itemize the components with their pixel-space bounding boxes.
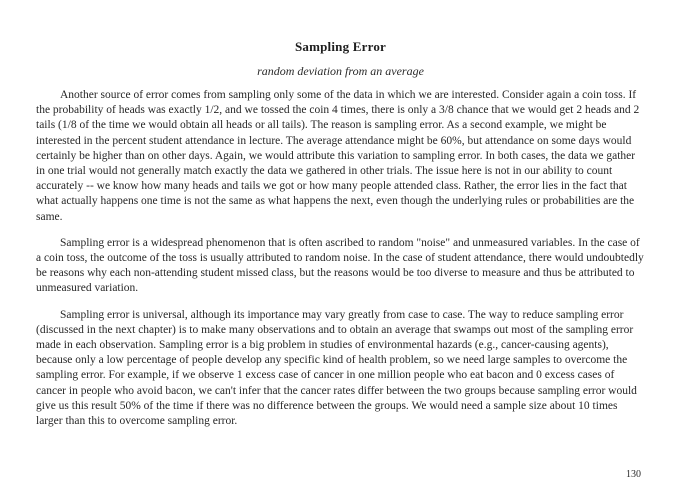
- paragraph-1: Another source of error comes from sampling only some of the data in which we are interested. Consider again a coin toss. If the probability of heads was exactly 1/2, and we tossed the coin 4 times, there is only a 3/8 chance that we would get 2 heads and 2 tails (1/8 of the time we would obtain all heads or all tails). The reason is sampling error. As a second example, we might be interested in the percent student attendance in lecture. The average attendance might be 60%, but attendance on some days would certainly be higher than on other days. Again, we would attribute this variation to sampling error. In both cases, the data we gather in one trial would not generally match exactly the data we gathered in other trials. The issue here is not in our ability to count accurately -- we know how many heads and tails we got or how many people attended class. Rather, the error lies in the fact that what actually happens one time is not the same as what happens the next, even though the underlying rules or probabilities are the same.: [36, 89, 640, 223]
- body-text: [36, 88, 645, 429]
- page-number: 130: [626, 469, 641, 480]
- page-subtitle: random deviation from an average: [257, 64, 424, 78]
- paragraph-2: Sampling error is a widespread phenomenon that is often ascribed to random "noise" and unmeasured variables. In the case of a coin toss, the outcome of the toss is usually attributed to random noise. In the case of student attendance, there would undoubtedly be reasons why each non-attending student missed class, but the reasons would be too diverse to measure and thus be attributed to unmeasured variation.: [36, 236, 644, 295]
- paragraph-3: Sampling error is universal, although its importance may vary greatly from case to case. The way to reduce sampling error (discussed in the next chapter) is to make many observations and to obtain an average that swamps out most of the sampling error made in each observation. Sampling error is a big problem in studies of environmental hazards (e.g., cancer-causing agents), because only a low percentage of people develop any specific kind of health problem, so we need large samples to overcome the sampling error. For example, if we observe 1 excess case of cancer in one million people who eat bacon and 0 excess cases of cancer in people who avoid bacon, we can't infer that the cancer rates differ between the two groups because sampling error would give us this result 50% of the time if there was no difference between the groups. We would need a sample size about 10 times larger than this to overcome sampling error.: [36, 308, 637, 428]
- page-title: Sampling Error: [294, 39, 387, 54]
